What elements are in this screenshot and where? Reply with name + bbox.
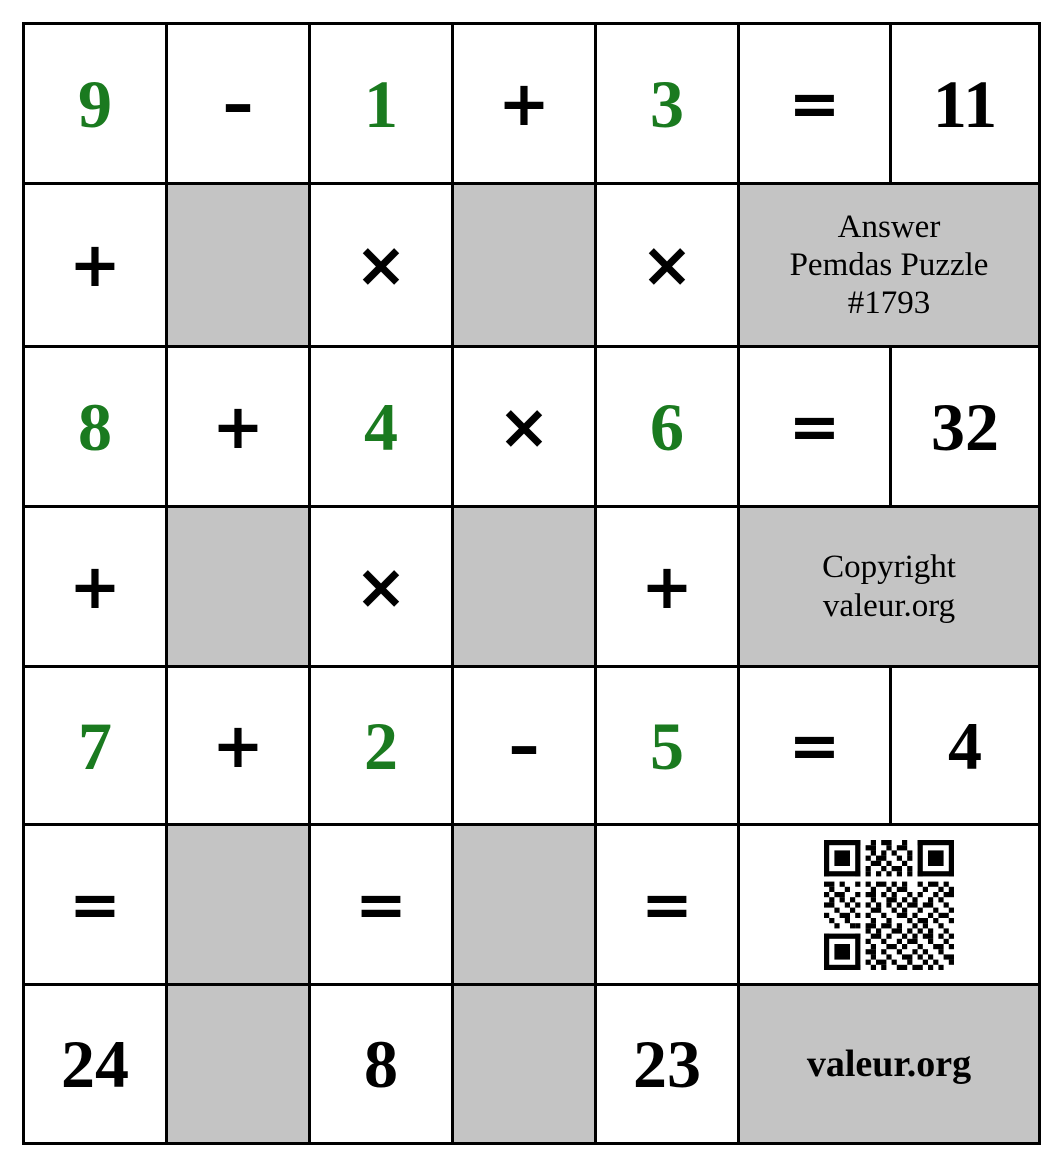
copyright-block [740,544,1038,629]
puzzle-row [24,507,1040,667]
operator-equals-icon: = [355,867,407,941]
cell-r0c6-result [891,24,1040,184]
operator-plus-icon: + [498,66,550,140]
cell-r5c4 [596,825,739,985]
puzzle-title-block [740,204,1038,327]
puzzle-row [24,985,1040,1144]
cell-r0c4 [596,24,739,184]
cell-value: 1 [364,65,398,142]
cell-value: 6 [650,388,684,465]
cell-r4c2 [310,667,453,825]
cell-value: 24 [61,1026,129,1102]
operator-equals-icon: = [641,867,693,941]
puzzle-title-cell [739,184,1040,347]
cell-r4c0 [24,667,167,825]
cell-r0c0 [24,24,167,184]
operator-times-icon: × [355,549,407,623]
cell-r0c3 [453,24,596,184]
puzzle-title-line-1: Answer [837,208,941,245]
cell-r6c1-blank [167,985,310,1144]
cell-r4c4 [596,667,739,825]
operator-equals-icon: = [788,708,841,782]
cell-r6c4-total [596,985,739,1144]
cell-r4c5 [739,667,891,825]
cell-value: 7 [78,707,112,784]
cell-r3c1-blank [167,507,310,667]
cell-r5c0 [24,825,167,985]
operator-plus-icon: + [212,708,264,782]
puzzle-row [24,667,1040,825]
brand-label: valeur.org [806,1043,972,1085]
cell-r3c0 [24,507,167,667]
operator-plus-icon: + [641,549,693,623]
puzzle-grid [22,22,1041,1145]
cell-value: 4 [948,707,982,784]
cell-r2c4 [596,347,739,507]
copyright-line-2: valeur.org [822,587,956,624]
operator-minus-icon: – [508,708,540,782]
operator-equals-icon: = [69,867,121,941]
cell-r4c1 [167,667,310,825]
qr-code-icon [824,840,954,970]
cell-r5c2 [310,825,453,985]
operator-plus-icon: + [212,389,264,463]
cell-value: 8 [364,1026,398,1102]
operator-minus-icon: – [222,66,254,140]
cell-r2c3 [453,347,596,507]
cell-r2c6-result [891,347,1040,507]
cell-r5c3-blank [453,825,596,985]
operator-times-icon: × [498,389,550,463]
qr-code-cell [739,825,1040,985]
cell-value: 9 [78,65,112,142]
cell-value: 23 [633,1026,701,1102]
cell-value: 2 [364,707,398,784]
cell-r2c2 [310,347,453,507]
brand-cell [739,985,1040,1144]
operator-plus-icon: + [69,228,121,301]
operator-equals-icon: = [788,389,841,463]
operator-times-icon: × [355,228,407,301]
cell-r2c5 [739,347,891,507]
cell-value: 5 [650,707,684,784]
cell-value: 11 [932,65,998,142]
cell-r6c3-blank [453,985,596,1144]
cell-r1c0 [24,184,167,347]
cell-r3c4 [596,507,739,667]
puzzle-row [24,24,1040,184]
puzzle-title-line-2: Pemdas Puzzle [789,246,989,283]
puzzle-row [24,347,1040,507]
cell-r0c1 [167,24,310,184]
cell-r2c1 [167,347,310,507]
cell-r4c3 [453,667,596,825]
cell-value: 32 [931,388,999,465]
cell-r5c1-blank [167,825,310,985]
qr-code-holder [740,826,1038,983]
cell-r1c1-blank [167,184,310,347]
cell-value: 3 [650,65,684,142]
cell-value: 4 [364,388,398,465]
copyright-line-1: Copyright [822,549,956,586]
cell-r1c3-blank [453,184,596,347]
operator-equals-icon: = [788,66,841,140]
cell-r0c5 [739,24,891,184]
cell-r4c6-result [891,667,1040,825]
puzzle-row [24,825,1040,985]
cell-r6c0-total [24,985,167,1144]
cell-r3c3-blank [453,507,596,667]
copyright-cell [739,507,1040,667]
puzzle-title-line-3: #1793 [847,285,931,322]
cell-r1c4 [596,184,739,347]
cell-r3c2 [310,507,453,667]
cell-r6c2-total [310,985,453,1144]
operator-plus-icon: + [69,549,121,623]
cell-r0c2 [310,24,453,184]
operator-times-icon: × [641,228,693,301]
cell-r2c0 [24,347,167,507]
cell-r1c2 [310,184,453,347]
puzzle-row [24,184,1040,347]
cell-value: 8 [78,388,112,465]
